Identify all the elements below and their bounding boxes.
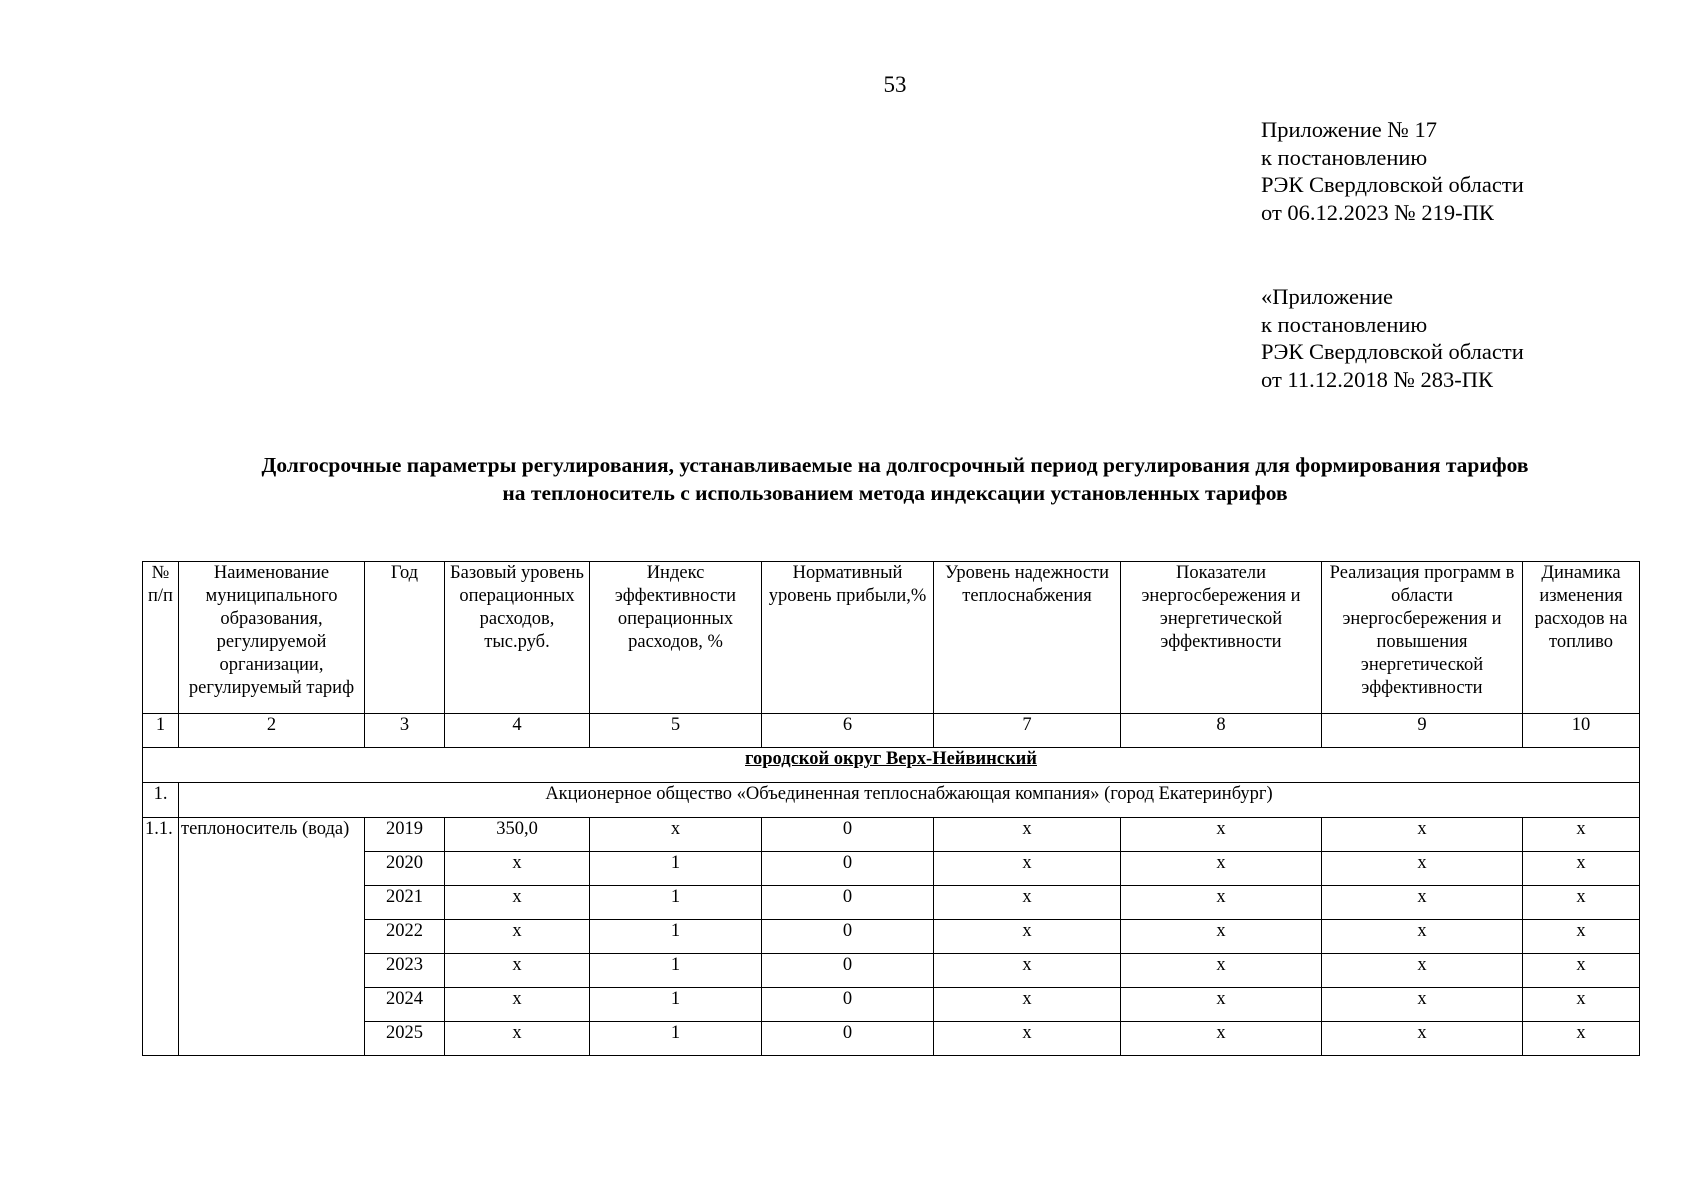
table-cell: х bbox=[1523, 954, 1640, 988]
table-cell: х bbox=[445, 988, 590, 1022]
tariff-number: 1.1. bbox=[143, 818, 179, 1056]
header-cell: Нормативный уровень прибыли,% bbox=[762, 562, 934, 714]
table-cell: х bbox=[934, 920, 1121, 954]
table-row bbox=[143, 852, 1640, 886]
table-cell: х bbox=[934, 1022, 1121, 1056]
column-number-cell: 3 bbox=[365, 714, 445, 748]
header-cell: Наименование муниципального образования, регулируемой организации, регулируемый тариф bbox=[179, 562, 365, 714]
table-cell: 1 bbox=[590, 954, 762, 988]
column-number-cell: 8 bbox=[1121, 714, 1322, 748]
table-row bbox=[143, 886, 1640, 920]
table-cell: х bbox=[1322, 920, 1523, 954]
header-cell: № п/п bbox=[143, 562, 179, 714]
appendix-line: от 06.12.2023 № 219-ПК bbox=[1261, 199, 1494, 225]
table-cell: х bbox=[445, 1022, 590, 1056]
table-cell: х bbox=[1121, 1022, 1322, 1056]
header-cell: Год bbox=[365, 562, 445, 714]
table-cell: х bbox=[1121, 920, 1322, 954]
column-number-cell: 6 bbox=[762, 714, 934, 748]
organization-row bbox=[143, 783, 1640, 818]
document-title-line-1: Долгосрочные параметры регулирования, устанавливаемые на долгосрочный период регулирования для формирования тарифов bbox=[261, 453, 1529, 477]
table-row bbox=[143, 954, 1640, 988]
table-cell: 0 bbox=[762, 988, 934, 1022]
column-number-cell: 5 bbox=[590, 714, 762, 748]
table-cell: х bbox=[1523, 920, 1640, 954]
appendix-header-2018 bbox=[1261, 283, 1524, 393]
document-title-line-2: на теплоноситель с использованием метода индексации установленных тарифов bbox=[502, 481, 1288, 505]
table-cell: х bbox=[1322, 1022, 1523, 1056]
table-cell: х bbox=[445, 852, 590, 886]
document-title bbox=[140, 451, 1650, 507]
table-cell: х bbox=[445, 920, 590, 954]
table-cell: х bbox=[1523, 818, 1640, 852]
year-cell: 2021 bbox=[365, 886, 445, 920]
table-row bbox=[143, 1022, 1640, 1056]
table-cell: 0 bbox=[762, 852, 934, 886]
column-number-row bbox=[143, 714, 1640, 748]
table-cell: х bbox=[934, 852, 1121, 886]
table-cell: х bbox=[1523, 988, 1640, 1022]
header-cell: Реализация программ в области энергосбережения и повышения энергетической эффективности bbox=[1322, 562, 1523, 714]
organization-number: 1. bbox=[143, 783, 179, 818]
table-cell: х bbox=[934, 886, 1121, 920]
appendix-line: Приложение № 17 bbox=[1261, 117, 1437, 142]
table-cell: х bbox=[1121, 954, 1322, 988]
table-cell: х bbox=[934, 818, 1121, 852]
table-cell: 0 bbox=[762, 818, 934, 852]
table-cell: х bbox=[1322, 886, 1523, 920]
municipality-row bbox=[143, 748, 1640, 783]
table-cell: х bbox=[590, 818, 762, 852]
table-cell: х bbox=[1322, 988, 1523, 1022]
column-number-cell: 4 bbox=[445, 714, 590, 748]
table-cell: 1 bbox=[590, 852, 762, 886]
header-cell: Уровень надежности теплоснабжения bbox=[934, 562, 1121, 714]
appendix-line: РЭК Свердловской области bbox=[1261, 172, 1524, 197]
appendix-line: «Приложение bbox=[1261, 284, 1394, 309]
table-cell: х bbox=[1523, 886, 1640, 920]
table-cell: х bbox=[1121, 818, 1322, 852]
table-cell: х bbox=[1523, 1022, 1640, 1056]
table-cell: х bbox=[934, 954, 1121, 988]
table-cell: 0 bbox=[762, 954, 934, 988]
organization-name: Акционерное общество «Объединенная теплоснабжающая компания» (город Екатеринбург) bbox=[179, 783, 1640, 818]
year-cell: 2020 bbox=[365, 852, 445, 886]
column-number-cell: 2 bbox=[179, 714, 365, 748]
table-cell: х bbox=[1322, 954, 1523, 988]
table-cell: х bbox=[445, 886, 590, 920]
table-cell: х bbox=[1322, 852, 1523, 886]
regulation-parameters-table bbox=[142, 561, 1640, 1056]
table-cell: х bbox=[934, 988, 1121, 1022]
year-cell: 2024 bbox=[365, 988, 445, 1022]
column-number-cell: 7 bbox=[934, 714, 1121, 748]
municipality-name: городской округ Верх-Нейвинский bbox=[745, 749, 1037, 769]
table-cell: 1 bbox=[590, 920, 762, 954]
column-number-cell: 10 bbox=[1523, 714, 1640, 748]
table-cell: 0 bbox=[762, 920, 934, 954]
table-cell: х bbox=[1121, 852, 1322, 886]
table-header-row bbox=[143, 562, 1640, 714]
year-cell: 2023 bbox=[365, 954, 445, 988]
year-cell: 2019 bbox=[365, 818, 445, 852]
table-cell: 1 bbox=[590, 988, 762, 1022]
header-cell: Показатели энергосбережения и энергетической эффективности bbox=[1121, 562, 1322, 714]
table-row bbox=[143, 988, 1640, 1022]
page-number: 53 bbox=[883, 72, 907, 97]
table-cell: х bbox=[1322, 818, 1523, 852]
header-cell: Базовый уровень операционных расходов, тыс.руб. bbox=[445, 562, 590, 714]
header-cell: Динамика изменения расходов на топливо bbox=[1523, 562, 1640, 714]
appendix-line: от 11.12.2018 № 283-ПК bbox=[1261, 366, 1494, 392]
appendix-line: РЭК Свердловской области bbox=[1261, 339, 1524, 364]
table-cell: 0 bbox=[762, 1022, 934, 1056]
column-number-cell: 1 bbox=[143, 714, 179, 748]
table-cell: х bbox=[445, 954, 590, 988]
appendix-line: к постановлению bbox=[1261, 311, 1428, 337]
appendix-header-2023 bbox=[1261, 116, 1524, 226]
table-cell: 1 bbox=[590, 886, 762, 920]
appendix-line: к постановлению bbox=[1261, 144, 1428, 170]
column-number-cell: 9 bbox=[1322, 714, 1523, 748]
table-cell: х bbox=[1523, 852, 1640, 886]
table-cell: 0 bbox=[762, 886, 934, 920]
header-cell: Индекс эффективности операционных расходов, % bbox=[590, 562, 762, 714]
year-cell: 2022 bbox=[365, 920, 445, 954]
municipality-cell bbox=[143, 748, 1640, 783]
table-cell: х bbox=[1121, 886, 1322, 920]
table-row bbox=[143, 920, 1640, 954]
table-row bbox=[143, 818, 1640, 852]
year-cell: 2025 bbox=[365, 1022, 445, 1056]
tariff-name: теплоноситель (вода) bbox=[179, 818, 365, 1056]
table-cell: 1 bbox=[590, 1022, 762, 1056]
table-cell: х bbox=[1121, 988, 1322, 1022]
table-cell: 350,0 bbox=[445, 818, 590, 852]
